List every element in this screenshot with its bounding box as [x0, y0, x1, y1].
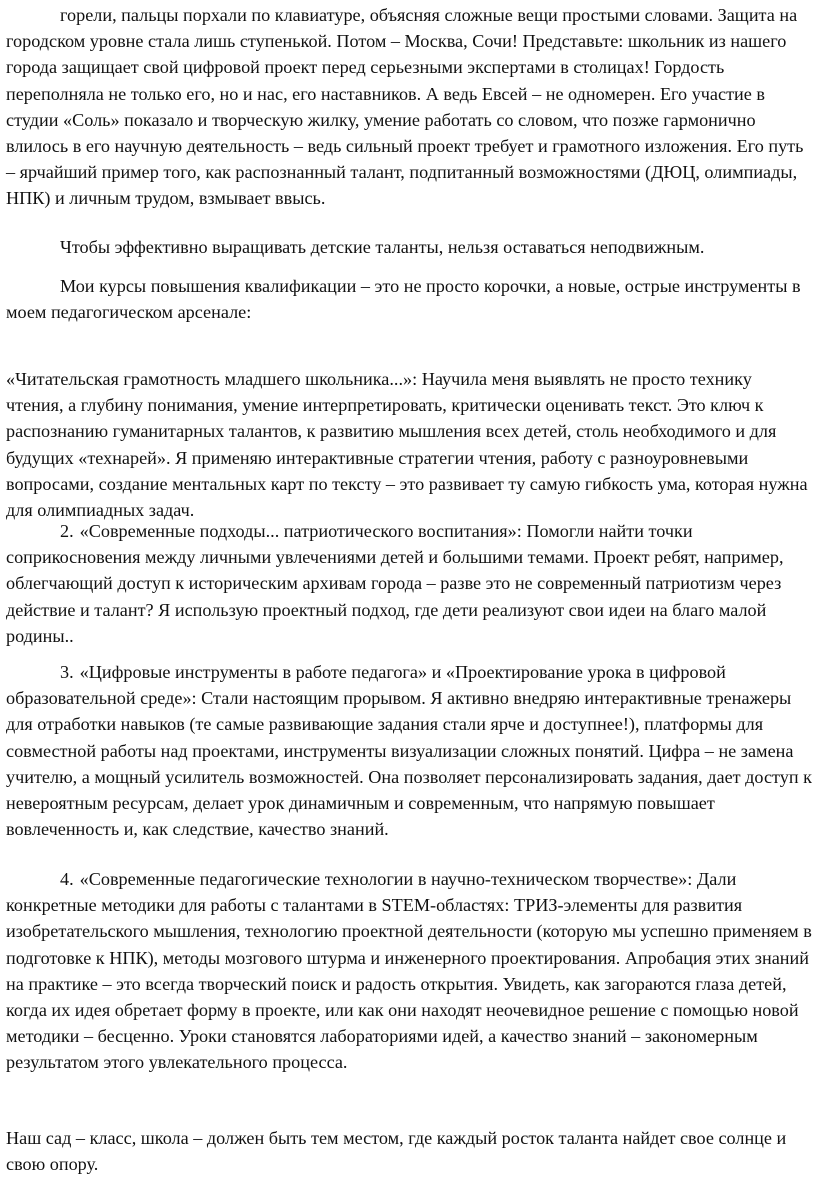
list-item-2	[6, 518, 812, 649]
paragraph-evsey-story: горели, пальцы порхали по клавиатуре, объясняя сложные вещи простыми словами. Защита на городском уровне стала лишь ступенькой. Потом – Москва, Сочи! Представьте: школьник из нашего города защищает свой цифровой проект перед серьезными экспертами в столицах! Гордость переполняла не только его, но и нас, его наставников. А ведь Евсей – не одномерен. Его участие в студии «Соль» показало и творческую жилку, умение работать со словом, что позже гармонично влилось в его научную деятельность – ведь сильный проект требует и грамотного изложения. Его путь – ярчайший пример того, как распознанный талант, подпитанный возможностями (ДЮЦ, олимпиады, НПК) и личным трудом, взмывает ввысь.	[6, 5, 804, 209]
list-item-text: «Цифровые инструменты в работе педагога» и «Проектирование урока в цифровой образовательной среде»: Стали настоящим прорывом. Я активно внедряю интерактивные тренажеры для отработки навыков (те самые развивающие задания стали ярче и доступнее!), платформы для совместной работы над проектами, инструменты визуализации сложных понятий. Цифра – не замена учителю, а мощный усилитель возможностей. Она позволяет персонализировать задания, дает доступ к невероятным ресурсам, делает урок динамичным и современным, что напрямую повышает вовлеченность и, как следствие, качество знаний.	[6, 662, 812, 840]
list-item-4	[6, 866, 812, 1076]
list-number: 2.	[60, 521, 74, 541]
list-number: 3.	[60, 662, 74, 682]
paragraph-talents: Чтобы эффективно выращивать детские таланты, нельзя оставаться неподвижным.	[60, 237, 705, 257]
list-item-text: «Современные педагогические технологии в научно-техническом творчестве»: Дали конкретные методики для работы с талантами в STEM-областях: ТРИЗ-элементы для развития изобретательского мышления, технологию проектной деятельности (которую мы успешно применяем в подготовке к НПК), методы мозгового штурма и инженерного проектирования. Апробация этих знаний на практике – это всегда творческий поиск и радость открытия. Увидеть, как загораются глаза детей, когда их идея обретает форму в проекте, или как они находят неочевидное решение с помощью новой методики – бесценно. Уроки становятся лабораториями идей, а качество знаний – закономерным результатом этого увлекательного процесса.	[6, 869, 812, 1073]
list-item-1: «Читательская грамотность младшего школьника...»: Научила меня выявлять не просто технику чтения, а глубину понимания, умение интерпретировать, критически оценивать текст. Это ключ к распознанию гуманитарных талантов, к развитию мышления всех детей, столь необходимого и для будущих «технарей». Я применяю интерактивные стратегии чтения, работу с разноуровневыми вопросами, создание ментальных карт по тексту – это развивает ту самую гибкость ума, которая нужна для олимпиадных задач.	[6, 369, 808, 521]
list-number: 4.	[60, 869, 74, 889]
list-item-text: «Современные подходы... патриотического воспитания»: Помогли найти точки соприкосновения между личными увлечениями детей и большими темами. Проект ребят, например, облегчающий доступ к историческим архивам города – разве это не современный патриотизм через действие и талант? Я использую проектный подход, где дети реализуют свои идеи на благо малой родины..	[6, 521, 784, 646]
paragraph-courses-intro: Мои курсы повышения квалификации – это не просто корочки, а новые, острые инструменты в моем педагогическом арсенале:	[6, 276, 801, 323]
paragraph-conclusion: Наш сад – класс, школа – должен быть тем местом, где каждый росток таланта найдет свое солнце и свою опору.	[6, 1128, 787, 1175]
list-item-3	[6, 659, 812, 842]
